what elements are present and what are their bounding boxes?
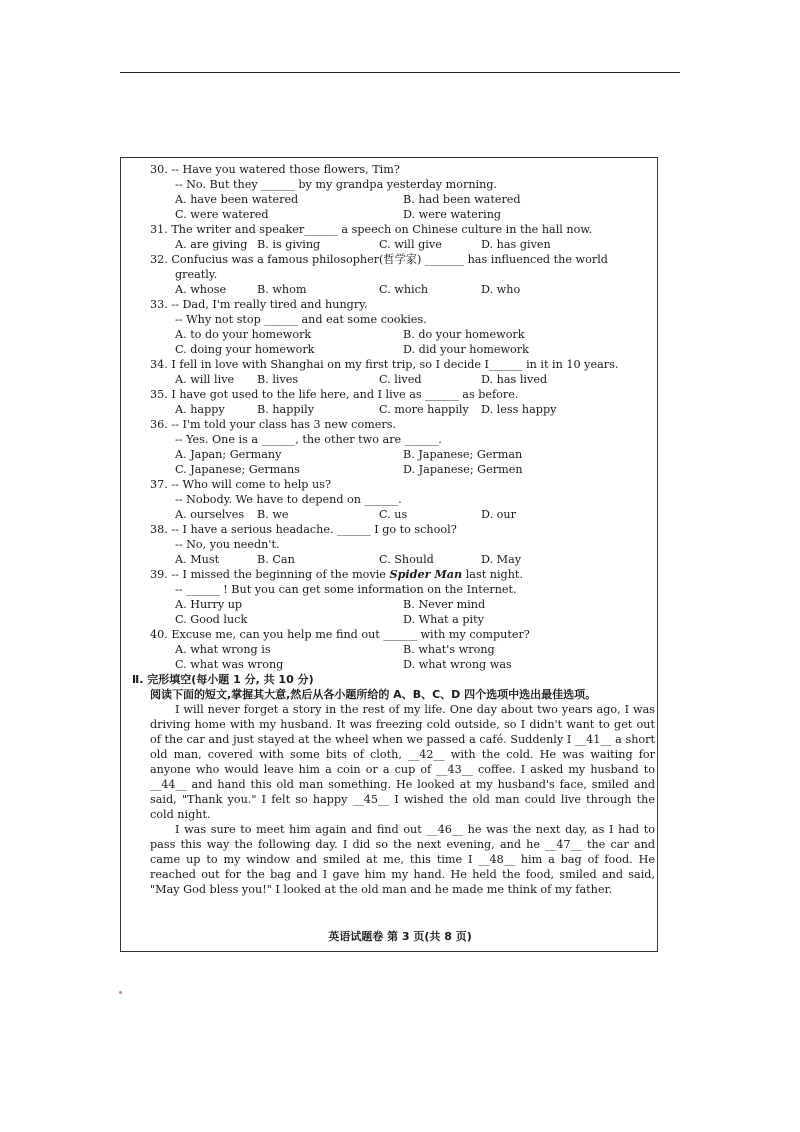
options-row [150, 327, 655, 342]
answer-option: A. Japan; Germany [175, 448, 282, 461]
options-row [150, 462, 655, 477]
answer-option: A. are giving [175, 238, 248, 251]
answer-option: C. Good luck [175, 613, 248, 626]
answer-option: C. Japanese; Germans [175, 463, 300, 476]
question-stem: greatly. [175, 268, 218, 281]
stem-text: last night. [462, 568, 523, 581]
movie-title: Spider Man [389, 567, 463, 581]
answer-option: D. has given [481, 238, 551, 251]
question-stem: 40. Excuse me, can you help me find out ______ with my computer? [150, 628, 530, 641]
question-stem: -- No. But they ______ by my grandpa yesterday morning. [175, 178, 498, 191]
options-row [150, 507, 655, 522]
options-row [150, 192, 655, 207]
answer-option: A. have been watered [175, 193, 299, 206]
question-item [150, 417, 655, 477]
top-rule [120, 72, 680, 73]
answer-option: D. were watering [403, 208, 502, 221]
answer-option: C. which [379, 283, 429, 296]
question-item [150, 357, 655, 387]
options-row [150, 342, 655, 357]
answer-option: A. ourselves [175, 508, 245, 521]
options-row [150, 282, 655, 297]
options-row [150, 372, 655, 387]
answer-option: B. lives [257, 373, 299, 386]
question-stem: -- No, you needn't. [175, 538, 280, 551]
answer-option: C. will give [379, 238, 442, 251]
answer-option: D. What a pity [403, 613, 484, 626]
stem-text: 39. -- I missed the beginning of the movie [150, 568, 390, 581]
answer-option: D. has lived [481, 373, 548, 386]
options-row [150, 597, 655, 612]
question-stem: 34. I fell in love with Shanghai on my first trip, so I decide I______ in it in 10 years. [150, 358, 619, 371]
answer-option: C. more happily [379, 403, 469, 416]
question-item [150, 297, 655, 357]
passage-paragraph-2: I was sure to meet him again and find out __46__ he was the next day, as I had to pass this way the following day. I did so the next evening, and he __47__ the car and came up to my window and smiled at me, this time I __48__ him a bag of food. He reached out for the bag and I gave him my hand. He held the food, smiled and said, "May God bless you!" I looked at the old man and he made me think of my father. [150, 823, 655, 896]
answer-option: B. whom [257, 283, 307, 296]
answer-option: B. what's wrong [403, 643, 495, 656]
question-stem: 33. -- Dad, I'm really tired and hungry. [150, 298, 368, 311]
question-stem: 31. The writer and speaker______ a speech on Chinese culture in the hall now. [150, 223, 593, 236]
options-row [150, 552, 655, 567]
question-stem: 37. -- Who will come to help us? [150, 478, 331, 491]
answer-option: D. who [481, 283, 521, 296]
options-row [150, 237, 655, 252]
exam-content [132, 162, 655, 897]
answer-option: C. Should [379, 553, 434, 566]
question-stem: 36. -- I'm told your class has 3 new comers. [150, 418, 397, 431]
answer-option: C. doing your homework [175, 343, 315, 356]
scan-speck [119, 991, 122, 994]
question-stem: 38. -- I have a serious headache. ______ I go to school? [150, 523, 457, 536]
question-stem: -- ______ ! But you can get some information on the Internet. [175, 583, 517, 596]
question-stem: 32. Confucius was a famous philosopher(哲学家) _______ has influenced the world [150, 253, 608, 266]
answer-option: A. Must [175, 553, 220, 566]
options-row [150, 642, 655, 657]
answer-option: A. Hurry up [175, 598, 243, 611]
question-item [150, 252, 655, 297]
question-item [150, 222, 655, 252]
question-stem: 35. I have got used to the life here, and I live as ______ as before. [150, 388, 519, 401]
options-row [150, 447, 655, 462]
answer-option: A. will live [175, 373, 235, 386]
answer-option: B. we [257, 508, 289, 521]
answer-option: A. what wrong is [175, 643, 271, 656]
passage-paragraph-1: I will never forget a story in the rest of my life. One day about two years ago, I was driving home with my husband. It was freezing cold outside, so I didn't want to get out of the car and just stayed at the wheel when we passed a café. Suddenly I __41__ a short old man, covered with some bits of cloth, __42__ with the cold. He was waiting for anyone who would leave him a coin or a cup of __43__ coffee. I asked my husband to __44__ and hand this old man something. He looked at my husband's face, smiled and said, "Thank you." I felt so happy __45__ I wished the old man could live through the cold night. [150, 703, 655, 821]
answer-option: C. what was wrong [175, 658, 284, 671]
options-row [150, 402, 655, 417]
question-item [150, 387, 655, 417]
answer-option: A. whose [175, 283, 227, 296]
answer-option: C. us [379, 508, 408, 521]
answer-option: B. happily [257, 403, 315, 416]
answer-option: B. do your homework [403, 328, 525, 341]
answer-option: D. our [481, 508, 516, 521]
answer-option: D. May [481, 553, 522, 566]
question-item [150, 567, 655, 627]
question-list [150, 162, 655, 672]
answer-option: B. is giving [257, 238, 321, 251]
answer-option: A. to do your homework [175, 328, 312, 341]
question-item [150, 522, 655, 567]
answer-option: D. did your homework [403, 343, 529, 356]
options-row [150, 207, 655, 222]
question-stem: -- Why not stop ______ and eat some cookies. [175, 313, 427, 326]
question-stem: 30. -- Have you watered those flowers, Tim? [150, 163, 400, 176]
answer-option: D. Japanese; Germen [403, 463, 523, 476]
question-item [150, 477, 655, 522]
question-stem: -- Yes. One is a ______, the other two are ______. [175, 433, 442, 446]
section-heading: Ⅱ. 完形填空(每小题 1 分, 共 10 分) [132, 673, 314, 686]
answer-option: C. were watered [175, 208, 269, 221]
answer-option: D. what wrong was [403, 658, 512, 671]
answer-option: B. had been watered [403, 193, 521, 206]
section-instruction: 阅读下面的短文,掌握其大意,然后从各小题所给的 A、B、C、D 四个选项中选出最佳选项。 [150, 688, 597, 701]
answer-option: D. less happy [481, 403, 557, 416]
question-stem: -- Nobody. We have to depend on ______. [175, 493, 402, 506]
answer-option: B. Japanese; German [403, 448, 523, 461]
question-item [150, 162, 655, 222]
options-row [150, 657, 655, 672]
page-footer: 英语试题卷 第 3 页(共 8 页) [328, 930, 472, 943]
answer-option: C. lived [379, 373, 422, 386]
answer-option: B. Never mind [403, 598, 486, 611]
answer-option: B. Can [257, 553, 295, 566]
answer-option: A. happy [175, 403, 225, 416]
question-item [150, 627, 655, 672]
options-row [150, 612, 655, 627]
question-stem [150, 567, 655, 582]
